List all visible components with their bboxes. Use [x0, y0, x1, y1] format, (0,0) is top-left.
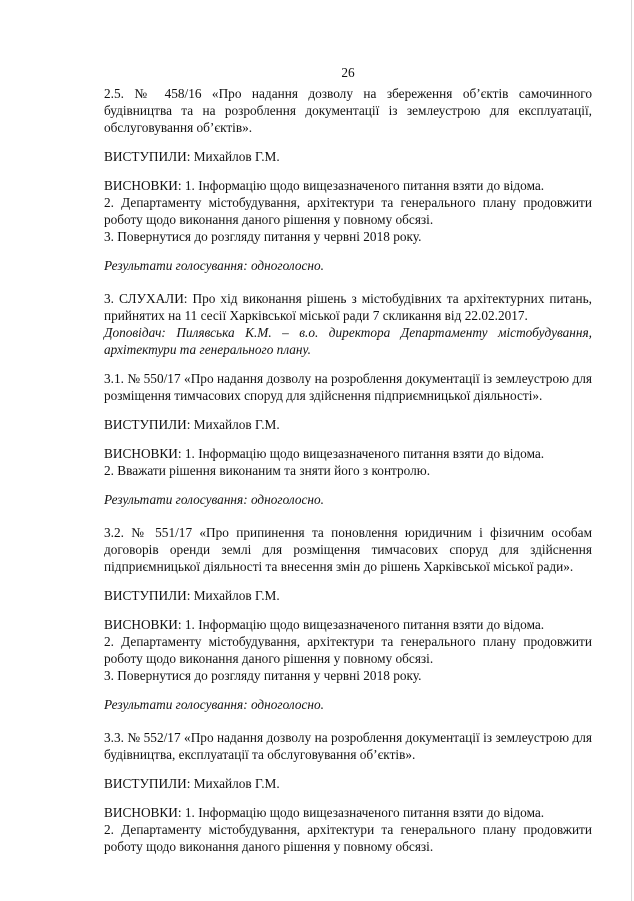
item-heading: 3.3. № 552/17 «Про надання дозволу на розроблення документації із землеустрою для будівництва, експлуатації та обслуговування об’єктів». — [104, 730, 592, 762]
conclusion-line: ВИСНОВКИ: 1. Інформацію щодо вищезазначеного питання взяти до відома. — [104, 805, 545, 820]
speaker-line: ВИСТУПИЛИ: Михайлов Г.М. — [104, 776, 280, 791]
vote-result: Результати голосування: одноголосно. — [104, 492, 324, 507]
item-heading: 3.1. № 550/17 «Про надання дозволу на розроблення документації із землеустрою для розміщення тимчасових споруд для здійснення підприємницької діяльності». — [104, 371, 592, 403]
item-heading: 2.5. № 458/16 «Про надання дозволу на збереження об’єктів самочинного будівництва та на розроблення документації із землеустрою для експлуатації, обслуговування об’єктів». — [104, 86, 592, 135]
speaker-line: ВИСТУПИЛИ: Михайлов Г.М. — [104, 149, 280, 164]
page-number: 26 — [341, 65, 355, 80]
section-heard: 3. СЛУХАЛИ: Про хід виконання рішень з містобудівних та архітектурних питань, прийнятих на 11 сесії Харківської міської ради 7 скликання від 22.02.2017. — [104, 291, 592, 323]
conclusion-line: 3. Повернутися до розгляду питання у червні 2018 року. — [104, 668, 422, 683]
conclusion-line: ВИСНОВКИ: 1. Інформацію щодо вищезазначеного питання взяти до відома. — [104, 178, 545, 193]
conclusion-line: 2. Департаменту містобудування, архітектури та генерального плану продовжити роботу щодо виконання даного рішення у повному обсязі. — [104, 822, 592, 854]
item-heading: 3.2. № 551/17 «Про припинення та поновлення юридичним і фізичним особам договорів оренди землі для розміщення тимчасових споруд для здійснення підприємницької діяльності та внесення змін до рішень Харківської міської ради». — [104, 525, 592, 574]
speaker-line: ВИСТУПИЛИ: Михайлов Г.М. — [104, 417, 280, 432]
section-reporter: Доповідач: Пилявська К.М. – в.о. директора Департаменту містобудування, архітектури та генерального плану. — [104, 325, 592, 357]
conclusion-line: 2. Департаменту містобудування, архітектури та генерального плану продовжити роботу щодо виконання даного рішення у повному обсязі. — [104, 634, 592, 666]
conclusion-line: ВИСНОВКИ: 1. Інформацію щодо вищезазначеного питання взяти до відома. — [104, 446, 545, 461]
vote-result: Результати голосування: одноголосно. — [104, 697, 324, 712]
conclusion-line: 2. Департаменту містобудування, архітектури та генерального плану продовжити роботу щодо виконання даного рішення у повному обсязі. — [104, 195, 592, 227]
conclusion-line: ВИСНОВКИ: 1. Інформацію щодо вищезазначеного питання взяти до відома. — [104, 617, 545, 632]
speaker-line: ВИСТУПИЛИ: Михайлов Г.М. — [104, 588, 280, 603]
page-edge-line — [631, 0, 632, 901]
conclusion-line: 3. Повернутися до розгляду питання у червні 2018 року. — [104, 229, 422, 244]
vote-result: Результати голосування: одноголосно. — [104, 258, 324, 273]
conclusion-line: 2. Вважати рішення виконаним та зняти його з контролю. — [104, 463, 431, 478]
